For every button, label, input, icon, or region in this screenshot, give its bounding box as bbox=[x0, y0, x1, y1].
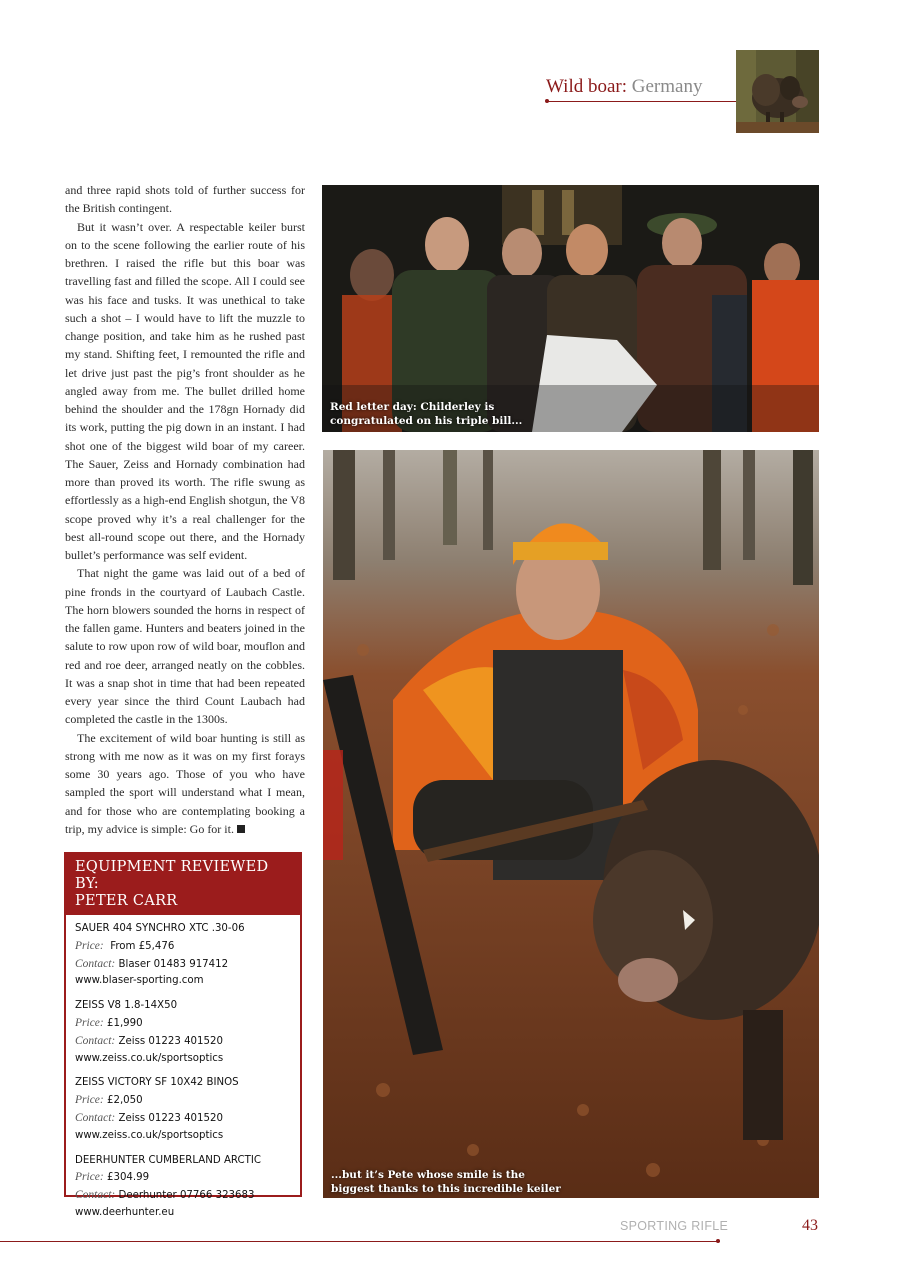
price-label: Price: bbox=[75, 1094, 104, 1107]
article-paragraph-1: and three rapid shots told of further success for the British contingent. bbox=[65, 183, 305, 216]
equipment-title: EQUIPMENT REVIEWED BY: bbox=[75, 859, 269, 892]
equipment-list bbox=[66, 915, 300, 1222]
contact-label: Contact: bbox=[75, 1111, 116, 1124]
page-number: 43 bbox=[802, 1217, 818, 1234]
hunter-boar-photo bbox=[323, 450, 819, 1198]
equipment-item-url[interactable]: www.zeiss.co.uk/sportsoptics bbox=[75, 1129, 224, 1141]
equipment-item bbox=[75, 921, 292, 990]
equipment-item-name: DEERHUNTER CUMBERLAND ARCTIC bbox=[75, 1154, 261, 1166]
equipment-reviewer: PETER CARR bbox=[75, 893, 178, 909]
contact-label: Contact: bbox=[75, 1034, 116, 1047]
footer-rule bbox=[0, 1241, 720, 1242]
equipment-item-name: SAUER 404 SYNCHRO XTC .30-06 bbox=[75, 923, 245, 934]
contact-label: Contact: bbox=[75, 1189, 116, 1202]
article-paragraph-4-text: The excitement of wild boar hunting is still as strong with me now as it was on my first forays some 30 years ago. Those of you who have sampled the sport will understand what I mean, and for those who are contemplating booking a trip, my advice is simple: Go for it. bbox=[65, 730, 305, 836]
boar-thumbnail-image bbox=[736, 50, 819, 133]
equipment-item bbox=[75, 1075, 292, 1144]
top-caption-line2: congratulated on his triple bill... bbox=[330, 415, 523, 427]
section-title-main: Wild boar: bbox=[546, 76, 628, 97]
equipment-box bbox=[64, 852, 302, 1218]
article-paragraph-2: But it wasn’t over. A respectable keiler burst on to the scene following the earlier route of his brethren. I raised the rifle but this boar was travelling fast and filled the scope. All I could see was his face and tusks. It was unethical to take such a shot – I would have to lift the muzzle to change position, and take him as he rushed past my stand. Shifting feet, I remounted the rifle and let drive just past the pig’s front shoulder as he angled away from me. The bullet drilled home behind the shoulder and the 178gn Hornady did its work, putting the pig down in an instant. I had shot one of the biggest wild boar of my career. The Sauer, Zeiss and Hornady combination had more than proved its worth. The rifle swung as effortlessly as a high-end English shotgun, the V8 scope proved why it’s a real challenger for the best all-round scope out there, and the Hornady bullet’s performance was self evident. bbox=[65, 219, 305, 562]
equipment-item-price: £2,050 bbox=[106, 1095, 143, 1107]
bottom-caption-line2: biggest thanks to this incredible keiler bbox=[331, 1183, 561, 1195]
section-title bbox=[546, 76, 702, 98]
equipment-item-contact: Zeiss 01223 401520 bbox=[118, 1112, 223, 1124]
equipment-item-contact: Zeiss 01223 401520 bbox=[118, 1035, 223, 1047]
article-paragraph-4 bbox=[65, 729, 305, 839]
equipment-item-price: From £5,476 bbox=[110, 940, 175, 952]
top-caption-line1: Red letter day: Childerley is bbox=[330, 401, 495, 413]
bottom-photo-caption bbox=[331, 1168, 561, 1196]
bottom-caption-line1: ...but it’s Pete whose smile is the bbox=[331, 1169, 525, 1181]
equipment-item-contact: Deerhunter 07766 323683 bbox=[118, 1190, 255, 1202]
equipment-item-name: ZEISS VICTORY SF 10X42 BINOS bbox=[75, 1077, 239, 1089]
end-mark-icon bbox=[237, 825, 245, 833]
handshake-photo bbox=[322, 185, 819, 432]
equipment-item-url[interactable]: www.deerhunter.eu bbox=[75, 1206, 175, 1218]
top-photo-caption bbox=[330, 400, 522, 428]
equipment-item-contact: Blaser 01483 917412 bbox=[118, 958, 229, 970]
magazine-name: SPORTING RIFLE bbox=[620, 1219, 729, 1233]
article-body bbox=[65, 181, 305, 838]
equipment-box-header bbox=[66, 854, 300, 915]
equipment-item-name: ZEISS V8 1.8-14X50 bbox=[75, 1000, 178, 1012]
contact-label: Contact: bbox=[75, 957, 116, 970]
equipment-item-price: £304.99 bbox=[106, 1172, 150, 1184]
equipment-item bbox=[75, 998, 292, 1067]
section-title-sub: Germany bbox=[631, 76, 703, 97]
footer-rule-dot bbox=[716, 1239, 720, 1243]
price-label: Price: bbox=[75, 1016, 104, 1029]
equipment-item-url[interactable]: www.blaser-sporting.com bbox=[75, 975, 204, 987]
equipment-item-price: £1,990 bbox=[106, 1017, 143, 1029]
price-label: Price: bbox=[75, 939, 104, 952]
header-rule bbox=[546, 101, 736, 102]
equipment-item bbox=[75, 1153, 292, 1222]
price-label: Price: bbox=[75, 1171, 104, 1184]
article-paragraph-3: That night the game was laid out of a bed of pine fronds in the courtyard of Laubach Castle. The horn blowers sounded the horns in respect of the fallen game. Hunters and beaters joined in the salute to row upon row of wild boar, mouflon and red and roe deer, arranged neatly on the cobbles. It was a snap shot in time that had been repeated every year since the third Count Laubach had completed the castle in the 1300s. bbox=[65, 566, 305, 727]
equipment-item-url[interactable]: www.zeiss.co.uk/sportsoptics bbox=[75, 1052, 224, 1064]
header-rule-dot bbox=[545, 99, 549, 103]
